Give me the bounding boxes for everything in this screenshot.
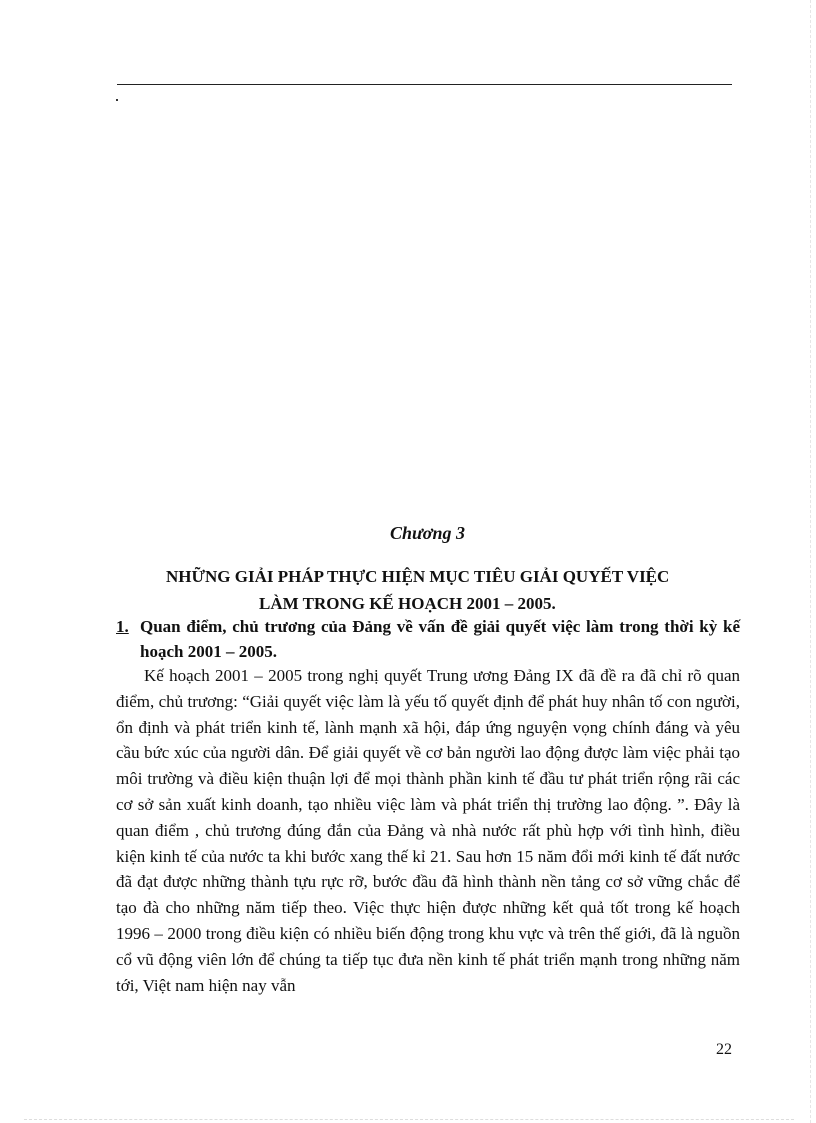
header-rule <box>117 84 732 85</box>
page-bottom-border <box>24 1119 794 1120</box>
section-heading-line-1: NHỮNG GIẢI PHÁP THỰC HIỆN MỤC TIÊU GIẢI QUYẾT VIỆC <box>166 567 670 586</box>
subsection-title: Quan điểm, chủ trương của Đảng về vấn đề giải quyết việc làm trong thời kỳ kế hoạch 2001 – 2005. <box>140 617 740 661</box>
section-heading <box>140 563 760 617</box>
chapter-title: Chương 3 <box>390 523 465 543</box>
header-marker <box>116 99 118 101</box>
page-number: 22 <box>716 1041 732 1058</box>
subsection-heading <box>116 614 740 664</box>
subsection-number: 1. <box>116 617 129 636</box>
page-side-border <box>810 0 811 1123</box>
body-paragraph: Kế hoạch 2001 – 2005 trong nghị quyết Trung ương Đảng IX đã đề ra đã chỉ rõ quan điểm, chủ trương: “Giải quyết việc làm là yếu tố quyết định để phát huy nhân tố con người, ổn định và phát triển kinh tế, lành mạnh xã hội, đáp ứng nguyện vọng chính đáng và yêu cầu bức xúc của người dân. Để giải quyết về cơ bản người lao động được làm việc phải tạo môi trường và điều kiện thuận lợi để mọi thành phần kinh tế đầu tư phát triển rộng rãi các cơ sở sản xuất kinh doanh, tạo nhiều việc làm và phát triển thị trường lao động. ”. Đây là quan điểm , chủ trương đúng đắn của Đảng và nhà nước rất phù hợp với tình hình, điều kiện kinh tế của nước ta khi bước xang thế kỉ 21. Sau hơn 15 năm đổi mới kinh tế đất nước đã đạt được những thành tựu rực rỡ, bước đầu đã hình thành nền tảng cơ sở vững chắc để tạo đà cho những năm tiếp theo. Việc thực hiện được những kết quả tốt trong kế hoạch 1996 – 2000 trong điều kiện có nhiều biến động trong khu vực và trên thế giới, đã là nguồn cổ vũ động viên lớn để chúng ta tiếp tục đưa nền kinh tế phát triển mạnh trong những năm tới, Việt nam hiện nay vẫn <box>116 666 740 995</box>
section-heading-line-2: LÀM TRONG KẾ HOẠCH 2001 – 2005. <box>259 594 556 613</box>
